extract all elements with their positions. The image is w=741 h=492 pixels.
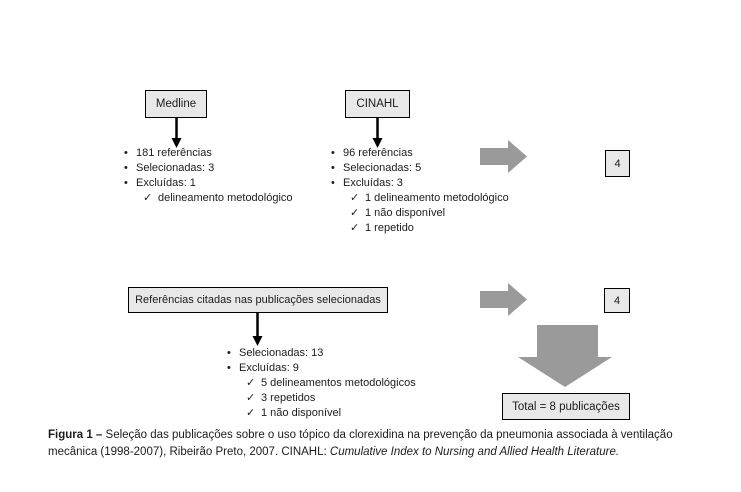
right-arrow-icon [480, 283, 527, 321]
bullet-icon: • [124, 162, 128, 174]
total-publications-box [502, 393, 630, 420]
list-item [124, 146, 293, 161]
caption-line-2 [48, 444, 673, 461]
cited-references-box [128, 287, 388, 313]
list-item-text: 1 repetido [365, 222, 414, 234]
cinahl-source-label: CINAHL [356, 98, 399, 110]
selected-count-row1: 4 [614, 157, 621, 170]
caption-text: mecânica (1998-2007), Ribeirão Preto, 2007. CINAHL: [48, 446, 330, 458]
figure-caption [48, 427, 673, 461]
list-item [124, 176, 293, 191]
check-icon: ✓ [350, 207, 360, 219]
list-item-text: 181 referências [136, 147, 212, 159]
check-icon: ✓ [350, 192, 360, 204]
list-item-text: delineamento metodológico [158, 192, 293, 204]
bullet-icon: • [227, 347, 231, 359]
list-item-text: Excluídas: 9 [239, 362, 299, 374]
bullet-icon: • [124, 177, 128, 189]
list-item-text: 1 não disponível [261, 407, 342, 419]
list-item [124, 161, 293, 176]
list-item [227, 361, 416, 376]
caption-line-1 [48, 427, 673, 444]
check-icon: ✓ [143, 192, 153, 204]
citations-results-list [227, 346, 416, 421]
bullet-icon: • [331, 177, 335, 189]
caption-cinahl-expansion: Cumulative Index to Nursing and Allied Health Literature. [329, 446, 620, 458]
list-item-text: 1 não disponível [365, 207, 446, 219]
list-item-text: 1 delineamento metodológico [365, 192, 509, 204]
check-icon: ✓ [246, 392, 256, 404]
medline-source-label: Medline [155, 98, 197, 110]
cited-references-label: Referências citadas nas publicações selecionadas [135, 294, 381, 306]
right-arrow-icon [480, 140, 527, 178]
list-item-text: 96 referências [343, 147, 413, 159]
list-subitem [143, 191, 293, 206]
list-item-text: Excluídas: 1 [136, 177, 196, 189]
caption-text: Seleção das publicações sobre o uso tópico da clorexidina na prevenção da pneumonia associada à ventilação [102, 429, 673, 441]
big-down-arrow-icon [518, 325, 612, 392]
caption-figure-label: Figura 1 – [48, 429, 103, 441]
list-item-text: 5 delineamentos metodológicos [261, 377, 416, 389]
check-icon: ✓ [246, 407, 256, 419]
bullet-icon: • [227, 362, 231, 374]
list-item-text: Selecionadas: 13 [239, 347, 324, 359]
medline-source-box [145, 90, 207, 118]
bullet-icon: • [331, 162, 335, 174]
list-subitem [350, 191, 509, 206]
bullet-icon: • [124, 147, 128, 159]
check-icon: ✓ [246, 377, 256, 389]
bullet-icon: • [331, 147, 335, 159]
list-subitem [350, 206, 509, 221]
list-item-text: 3 repetidos [261, 392, 316, 404]
cinahl-source-box [345, 90, 410, 118]
list-item [331, 176, 509, 191]
list-item-text: Selecionadas: 3 [136, 162, 215, 174]
list-item-text: Selecionadas: 5 [343, 162, 422, 174]
list-subitem [246, 376, 416, 391]
selected-count-box-row1 [605, 150, 630, 177]
medline-results-list [124, 146, 293, 206]
list-item [227, 346, 416, 361]
selected-count-box-row2 [604, 288, 630, 313]
check-icon: ✓ [350, 222, 360, 234]
list-subitem [246, 406, 416, 421]
list-subitem [246, 391, 416, 406]
list-subitem [350, 221, 509, 236]
selected-count-row2: 4 [613, 294, 621, 307]
total-publications-label: Total = 8 publicações [512, 400, 620, 413]
list-item-text: Excluídas: 3 [343, 177, 403, 189]
